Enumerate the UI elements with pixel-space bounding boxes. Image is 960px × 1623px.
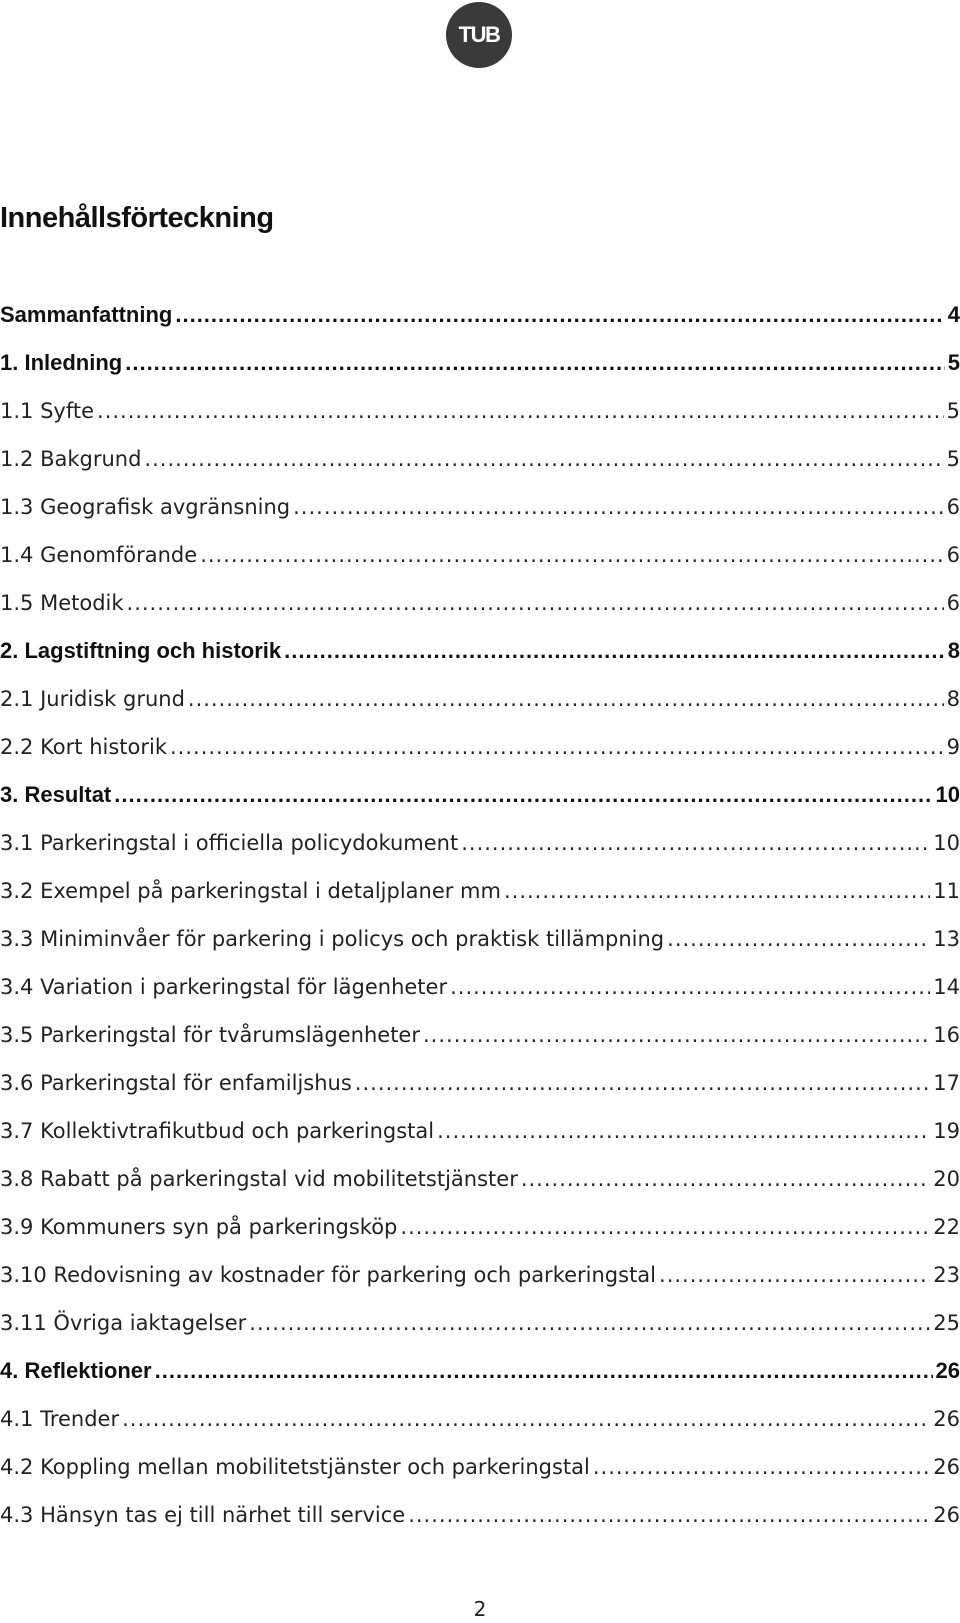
toc-dot-leader (293, 483, 944, 531)
toc-entry-page: 20 (933, 1167, 960, 1191)
toc-dot-leader (504, 867, 930, 915)
toc-entry[interactable] (0, 963, 960, 1011)
toc-entry-page: 11 (933, 879, 960, 903)
toc-entry-page: 17 (933, 1071, 960, 1095)
toc-entry-label: 3.11 Övriga iaktagelser (0, 1311, 247, 1335)
toc-entry-label: 3.7 Kollektivtrafikutbud och parkeringstal (0, 1119, 435, 1143)
toc-entry-page: 10 (935, 782, 960, 807)
toc-entry-label: 3.5 Parkeringstal för tvårumslägenheter (0, 1023, 420, 1047)
toc-entry-page: 10 (933, 831, 960, 855)
toc-entry-page: 9 (946, 735, 960, 759)
toc-dot-leader (400, 1203, 930, 1251)
toc-entry[interactable] (0, 675, 960, 723)
toc-dot-leader (155, 1347, 933, 1395)
toc-entry-label: 1.1 Syfte (0, 399, 95, 423)
toc-entry[interactable] (0, 339, 960, 387)
toc-entry-label: 3.9 Kommuners syn på parkeringsköp (0, 1215, 398, 1239)
toc-title: Innehållsförteckning (0, 202, 274, 234)
toc-entry[interactable] (0, 867, 960, 915)
toc-dot-leader (114, 771, 932, 819)
toc-entry-page: 26 (935, 1358, 960, 1383)
toc-entry[interactable] (0, 723, 960, 771)
toc-entry[interactable] (0, 1491, 960, 1539)
toc-entry-label: 3. Resultat (0, 782, 112, 807)
toc-entry-label: 4.1 Trender (0, 1407, 120, 1431)
toc-entry-page: 8 (946, 687, 960, 711)
toc-entry-page: 4 (947, 302, 960, 327)
toc-entry-page: 16 (933, 1023, 960, 1047)
toc-entry-label: 4.2 Koppling mellan mobilitetstjänster och parkeringstal (0, 1455, 590, 1479)
toc-entry-page: 14 (933, 975, 960, 999)
toc-entry[interactable] (0, 1299, 960, 1347)
toc-entry[interactable] (0, 1011, 960, 1059)
toc-entry-page: 5 (947, 350, 960, 375)
table-of-contents (0, 291, 960, 1539)
toc-entry[interactable] (0, 1251, 960, 1299)
toc-entry[interactable] (0, 1203, 960, 1251)
toc-dot-leader (355, 1059, 930, 1107)
toc-entry[interactable] (0, 579, 960, 627)
toc-dot-leader (593, 1443, 930, 1491)
toc-entry-page: 6 (946, 591, 960, 615)
toc-entry[interactable] (0, 531, 960, 579)
toc-entry[interactable] (0, 1347, 960, 1395)
toc-entry-page: 13 (933, 927, 960, 951)
toc-entry-label: 1.4 Genomförande (0, 543, 198, 567)
toc-entry[interactable] (0, 771, 960, 819)
toc-entry[interactable] (0, 819, 960, 867)
toc-entry[interactable] (0, 1155, 960, 1203)
toc-entry[interactable] (0, 1059, 960, 1107)
toc-entry-label: 2. Lagstiftning och historik (0, 638, 282, 663)
toc-entry-label: 3.2 Exempel på parkeringstal i detaljplaner mm (0, 879, 501, 903)
logo-text: TUB (458, 22, 500, 47)
toc-entry-label: 4.3 Hänsyn tas ej till närhet till service (0, 1503, 406, 1527)
tub-logo (446, 2, 512, 68)
toc-dot-leader (188, 675, 944, 723)
toc-dot-leader (127, 579, 944, 627)
toc-entry-label: 3.3 Miniminvåer för parkering i policys och praktisk tillämpning (0, 927, 665, 951)
toc-entry-label: 1.5 Metodik (0, 591, 124, 615)
toc-entry-label: 3.6 Parkeringstal för enfamiljshus (0, 1071, 352, 1095)
toc-entry-label: 3.10 Redovisning av kostnader för parkering och parkeringstal (0, 1263, 657, 1287)
toc-dot-leader (200, 531, 943, 579)
toc-entry-page: 26 (933, 1503, 960, 1527)
toc-entry-page: 6 (946, 495, 960, 519)
toc-entry[interactable] (0, 387, 960, 435)
toc-entry-page: 26 (933, 1407, 960, 1431)
toc-dot-leader (122, 1395, 930, 1443)
toc-dot-leader (437, 1107, 930, 1155)
toc-entry-label: 3.8 Rabatt på parkeringstal vid mobilitetstjänster (0, 1167, 518, 1191)
page-number: 2 (473, 1597, 487, 1621)
toc-entry[interactable] (0, 1395, 960, 1443)
toc-dot-leader (659, 1251, 930, 1299)
toc-entry-label: Sammanfattning (0, 302, 173, 327)
toc-dot-leader (97, 387, 944, 435)
toc-entry-page: 5 (946, 399, 960, 423)
toc-entry[interactable] (0, 1443, 960, 1491)
toc-entry[interactable] (0, 483, 960, 531)
toc-dot-leader (667, 915, 930, 963)
toc-entry[interactable] (0, 291, 960, 339)
toc-entry-page: 6 (946, 543, 960, 567)
toc-entry[interactable] (0, 915, 960, 963)
toc-entry[interactable] (0, 435, 960, 483)
toc-entry-page: 25 (933, 1311, 960, 1335)
toc-entry-label: 4. Reflektioner (0, 1358, 152, 1383)
toc-dot-leader (450, 963, 930, 1011)
toc-entry-page: 23 (933, 1263, 960, 1287)
toc-dot-leader (170, 723, 944, 771)
toc-dot-leader (125, 339, 945, 387)
toc-dot-leader (408, 1491, 930, 1539)
toc-entry-page: 5 (946, 447, 960, 471)
toc-entry-label: 1.3 Geografisk avgränsning (0, 495, 291, 519)
toc-dot-leader (144, 435, 943, 483)
toc-entry-label: 3.1 Parkeringstal i officiella policydokument (0, 831, 459, 855)
toc-entry-page: 8 (947, 638, 960, 663)
toc-dot-leader (521, 1155, 930, 1203)
toc-dot-leader (423, 1011, 930, 1059)
toc-entry-label: 1.2 Bakgrund (0, 447, 142, 471)
toc-entry-label: 2.1 Juridisk grund (0, 687, 185, 711)
toc-entry-label: 3.4 Variation i parkeringstal för lägenheter (0, 975, 448, 999)
toc-dot-leader (461, 819, 930, 867)
toc-entry[interactable] (0, 1107, 960, 1155)
toc-entry-label: 2.2 Kort historik (0, 735, 167, 759)
toc-dot-leader (284, 627, 945, 675)
toc-entry[interactable] (0, 627, 960, 675)
toc-entry-page: 26 (933, 1455, 960, 1479)
toc-entry-page: 22 (933, 1215, 960, 1239)
toc-entry-page: 19 (933, 1119, 960, 1143)
toc-entry-label: 1. Inledning (0, 350, 123, 375)
toc-dot-leader (175, 291, 944, 339)
toc-dot-leader (249, 1299, 930, 1347)
